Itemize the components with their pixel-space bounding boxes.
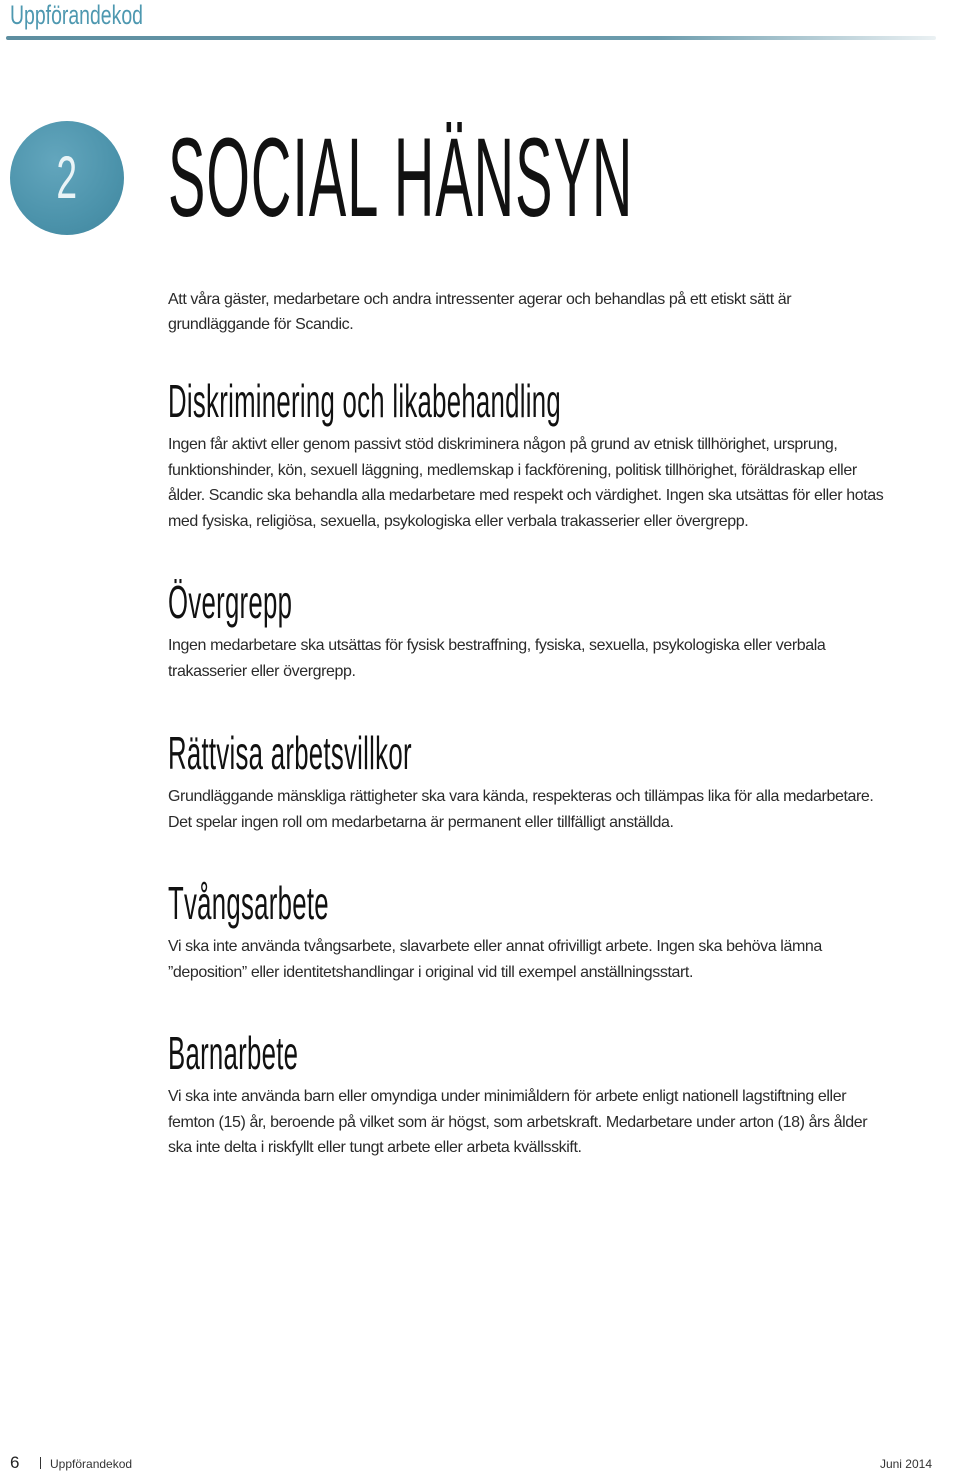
page-footer bbox=[10, 1450, 932, 1474]
footer-document-title: Uppförandekod bbox=[50, 1457, 133, 1471]
page-title: SOCIAL HÄNSYN bbox=[168, 115, 634, 240]
chapter-number: 2 bbox=[56, 143, 78, 211]
section-discrimination bbox=[168, 376, 893, 534]
section-body: Grundläggande mänskliga rättigheter ska vara kända, respekteras och tillämpas lika för alla medarbetare. Det spelar ingen roll om medarbetarna är permanent eller tillfälligt anställda. bbox=[168, 788, 874, 831]
section-child-labour bbox=[168, 1028, 893, 1161]
section-abuse bbox=[168, 577, 893, 684]
footer-separator bbox=[40, 1457, 41, 1469]
page-number: 6 bbox=[10, 1453, 20, 1472]
section-heading: Övergrepp bbox=[168, 576, 293, 628]
section-fair-working-conditions bbox=[168, 728, 893, 835]
header-divider bbox=[6, 36, 936, 40]
section-forced-labour bbox=[168, 878, 893, 985]
section-body: Vi ska inte använda barn eller omyndiga under minimiåldern för arbete enligt nationell lagstiftning eller femton (15) år, beroende på vilket som är högst, som arbetskraft. Medarbetare under arton (18) års ålder ska inte delta i riskfyllt eller tungt arbete eller arbeta kvällsskift. bbox=[168, 1088, 868, 1156]
footer-date: Juni 2014 bbox=[879, 1457, 932, 1471]
section-heading: Diskriminering och likabehandling bbox=[168, 375, 561, 427]
intro-paragraph: Att våra gäster, medarbetare och andra intressenter agerar och behandlas på ett etiskt sätt är grundläggande för Scandic. bbox=[168, 291, 792, 333]
chapter-number-badge bbox=[10, 121, 124, 235]
section-body: Vi ska inte använda tvångsarbete, slavarbete eller annat ofrivilligt arbete. Ingen ska behöva lämna ”deposition” eller identitetshandlingar i original vid till exempel anställningsstart. bbox=[168, 938, 822, 981]
section-heading: Rättvisa arbetsvillkor bbox=[168, 727, 412, 779]
document-header-title: Uppförandekod bbox=[10, 0, 143, 30]
section-heading: Tvångsarbete bbox=[168, 877, 329, 929]
section-heading: Barnarbete bbox=[168, 1027, 299, 1079]
section-body: Ingen medarbetare ska utsättas för fysisk bestraffning, fysiska, sexuella, psykologiska eller verbala trakasserier eller övergrepp. bbox=[168, 637, 826, 680]
section-body: Ingen får aktivt eller genom passivt stöd diskriminera någon på grund av etnisk tillhörighet, ursprung, funktionshinder, kön, sexuell läggning, medlemskap i fackförening, politisk tillhörighet, föräldraskap eller ålder. Scandic ska behandla alla medarbetare med respekt och värdighet. Ingen ska utsättas för eller hotas med fysiska, religiösa, sexuella, psykologiska eller verbala trakasserier eller övergrepp. bbox=[168, 436, 884, 530]
